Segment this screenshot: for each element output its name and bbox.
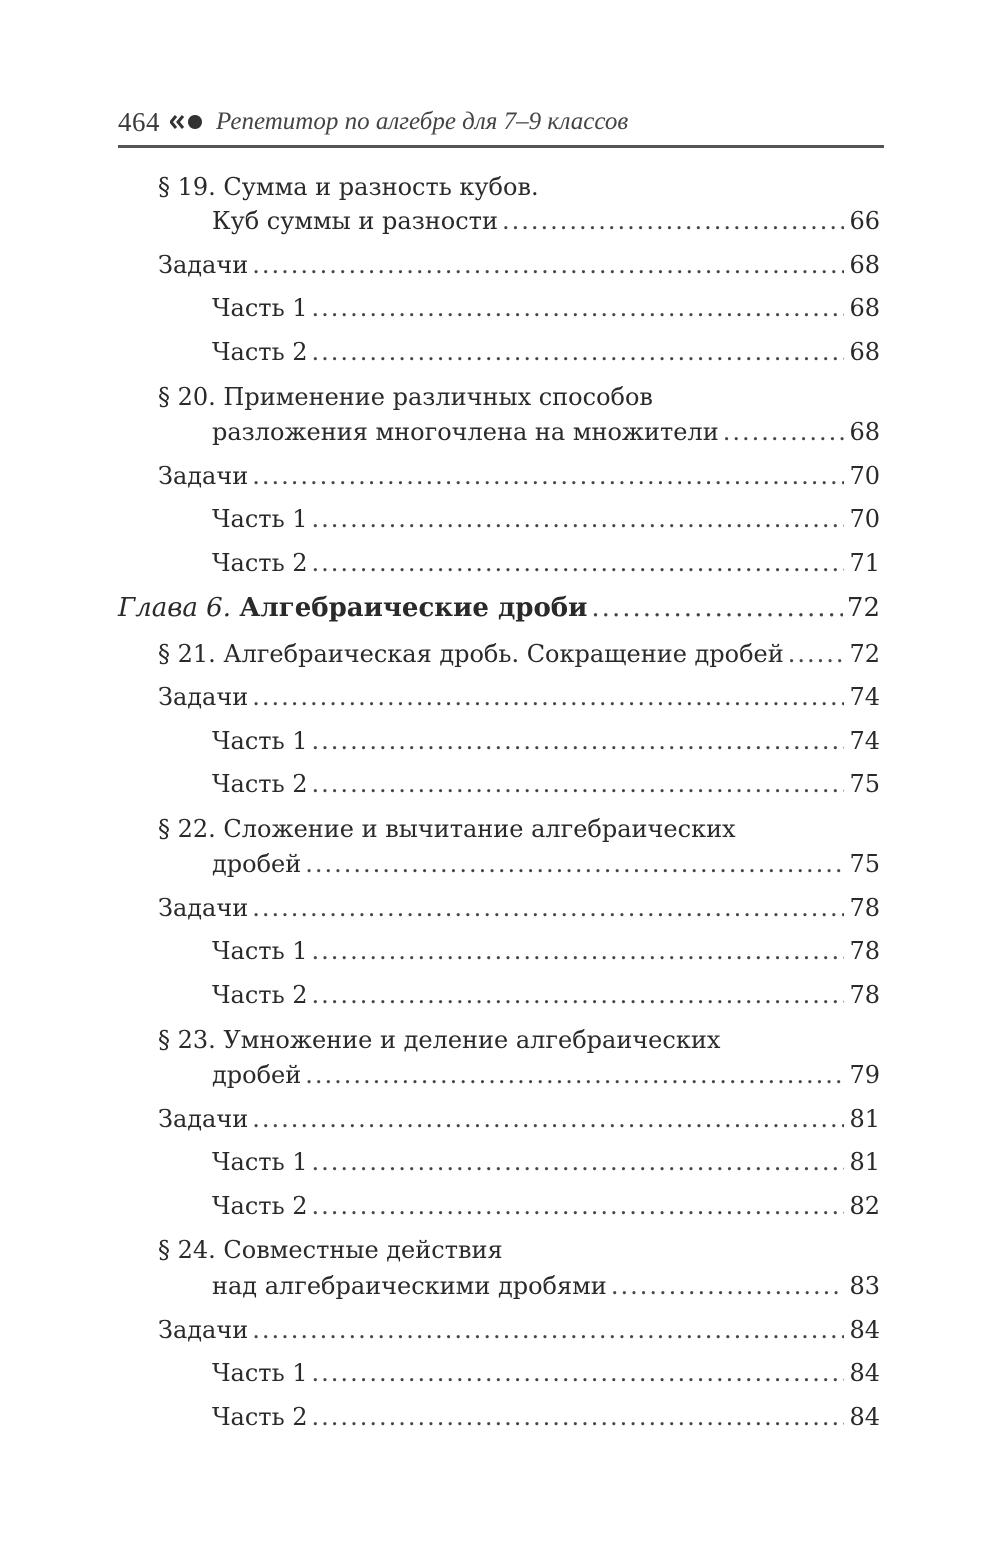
toc-tasks-21[interactable] xyxy=(158,680,880,714)
leader-dots xyxy=(312,1400,844,1434)
leader-dots xyxy=(252,248,844,282)
toc-part-23-1[interactable] xyxy=(212,1145,880,1179)
toc-section-23-title: дробей xyxy=(212,1061,302,1089)
toc-section-24[interactable] xyxy=(212,1269,880,1303)
toc-tasks-label: Задачи xyxy=(158,894,249,922)
toc-page-number: 84 xyxy=(849,1403,880,1431)
leader-dots xyxy=(788,637,844,671)
toc-section-20-heading: § 20. Применение различных способов xyxy=(158,383,653,411)
toc-part-21-1[interactable] xyxy=(212,724,880,758)
leader-dots xyxy=(252,891,844,925)
toc-part-20-1[interactable] xyxy=(212,502,880,536)
toc-page-number: 66 xyxy=(849,207,880,235)
toc-part-23-2[interactable] xyxy=(212,1189,880,1223)
toc-section-20-title: разложения многочлена на множители xyxy=(212,418,719,446)
toc-tasks-label: Задачи xyxy=(158,462,249,490)
toc-part-label: Часть 2 xyxy=(212,338,308,366)
toc-section-22[interactable] xyxy=(212,847,880,881)
toc-page-number: 70 xyxy=(849,462,880,490)
toc-page-number: 70 xyxy=(849,505,880,533)
leader-dots xyxy=(312,1189,844,1223)
toc-page-number: 68 xyxy=(849,294,880,322)
toc-tasks-24[interactable] xyxy=(158,1313,880,1347)
toc-section-22-heading: § 22. Сложение и вычитание алгебраических xyxy=(158,815,736,843)
toc-chapter-title xyxy=(118,591,587,625)
leader-dots xyxy=(312,934,844,968)
toc-tasks-label: Задачи xyxy=(158,683,249,711)
toc-page-number: 75 xyxy=(849,770,880,798)
toc-section-19-heading: § 19. Сумма и разность кубов. xyxy=(158,173,539,201)
toc-page-number: 79 xyxy=(849,1061,880,1089)
toc-part-label: Часть 1 xyxy=(212,294,308,322)
toc-section-24-heading: § 24. Совместные действия xyxy=(158,1236,503,1264)
toc-section-21-title: § 21. Алгебраическая дробь. Сокращение дробей xyxy=(158,640,784,668)
toc-page-number: 82 xyxy=(849,1192,880,1220)
toc-part-label: Часть 1 xyxy=(212,505,308,533)
leader-dots xyxy=(591,591,842,625)
toc-part-21-2[interactable] xyxy=(212,767,880,801)
toc-section-24-title: над алгебраическими дробями xyxy=(212,1272,607,1300)
leader-dots xyxy=(312,335,844,369)
leader-dots xyxy=(312,724,844,758)
page-number: 464 xyxy=(118,106,160,137)
toc-page-number: 72 xyxy=(849,640,880,668)
toc-section-23[interactable] xyxy=(212,1058,880,1092)
toc-part-label: Часть 1 xyxy=(212,727,308,755)
toc-page-number: 68 xyxy=(849,251,880,279)
leader-dots xyxy=(312,978,844,1012)
leader-dots xyxy=(312,767,844,801)
toc-tasks-label: Задачи xyxy=(158,1316,249,1344)
leader-dots xyxy=(502,204,844,238)
toc-part-label: Часть 2 xyxy=(212,1403,308,1431)
toc-page-number: 68 xyxy=(849,338,880,366)
toc-tasks-label: Задачи xyxy=(158,251,249,279)
toc-page-number: 74 xyxy=(849,683,880,711)
running-title: Репетитор по алгебре для 7–9 классов xyxy=(216,108,629,135)
toc-page-number: 72 xyxy=(846,593,880,623)
chapter-label: Глава 6. xyxy=(118,593,231,623)
leader-dots xyxy=(611,1269,844,1303)
toc-section-20[interactable] xyxy=(212,415,880,449)
toc-part-label: Часть 2 xyxy=(212,981,308,1009)
leader-dots xyxy=(723,415,844,449)
toc-tasks-23[interactable] xyxy=(158,1102,880,1136)
leader-dots xyxy=(252,1313,844,1347)
leader-dots xyxy=(312,1145,844,1179)
toc-section-19[interactable] xyxy=(212,204,880,238)
toc-part-19-2[interactable] xyxy=(212,335,880,369)
toc-tasks-19[interactable] xyxy=(158,248,880,282)
toc-page-number: 84 xyxy=(849,1359,880,1387)
toc-part-label: Часть 1 xyxy=(212,937,308,965)
toc-part-24-2[interactable] xyxy=(212,1400,880,1434)
toc-page-number: 74 xyxy=(849,727,880,755)
toc-part-19-1[interactable] xyxy=(212,291,880,325)
toc-section-23-heading: § 23. Умножение и деление алгебраических xyxy=(158,1026,721,1054)
toc-page-number: 68 xyxy=(849,418,880,446)
toc-part-label: Часть 2 xyxy=(212,549,308,577)
toc-part-20-2[interactable] xyxy=(212,546,880,580)
toc-page-number: 75 xyxy=(849,850,880,878)
toc-tasks-20[interactable] xyxy=(158,459,880,493)
toc-section-19-title: Куб суммы и разности xyxy=(212,207,498,235)
toc-page-number: 84 xyxy=(849,1316,880,1344)
toc-section-21[interactable] xyxy=(158,637,880,671)
leader-dots xyxy=(252,680,844,714)
leader-dots xyxy=(312,1356,844,1390)
leader-dots xyxy=(305,847,844,881)
leader-dots xyxy=(305,1058,844,1092)
toc-chapter-6[interactable] xyxy=(118,591,880,625)
leader-dots xyxy=(252,1102,844,1136)
toc-part-label: Часть 1 xyxy=(212,1148,308,1176)
toc-page-number: 71 xyxy=(849,549,880,577)
toc-page-number: 81 xyxy=(849,1105,880,1133)
toc-part-label: Часть 2 xyxy=(212,770,308,798)
toc-page-number: 78 xyxy=(849,937,880,965)
toc-page-number: 78 xyxy=(849,894,880,922)
toc-part-label: Часть 1 xyxy=(212,1359,308,1387)
chapter-title: Алгебраические дроби xyxy=(239,593,588,623)
toc-tasks-22[interactable] xyxy=(158,891,880,925)
toc-part-22-1[interactable] xyxy=(212,934,880,968)
leader-dots xyxy=(312,291,844,325)
leader-dots xyxy=(312,546,844,580)
toc-section-22-title: дробей xyxy=(212,850,302,878)
toc-page-number: 83 xyxy=(849,1272,880,1300)
toc-part-22-2[interactable] xyxy=(212,978,880,1012)
toc-page-number: 81 xyxy=(849,1148,880,1176)
toc-page-number: 78 xyxy=(849,981,880,1009)
toc-part-24-1[interactable] xyxy=(212,1356,880,1390)
leader-dots xyxy=(252,459,844,493)
toc-tasks-label: Задачи xyxy=(158,1105,249,1133)
toc-part-label: Часть 2 xyxy=(212,1192,308,1220)
leader-dots xyxy=(312,502,844,536)
